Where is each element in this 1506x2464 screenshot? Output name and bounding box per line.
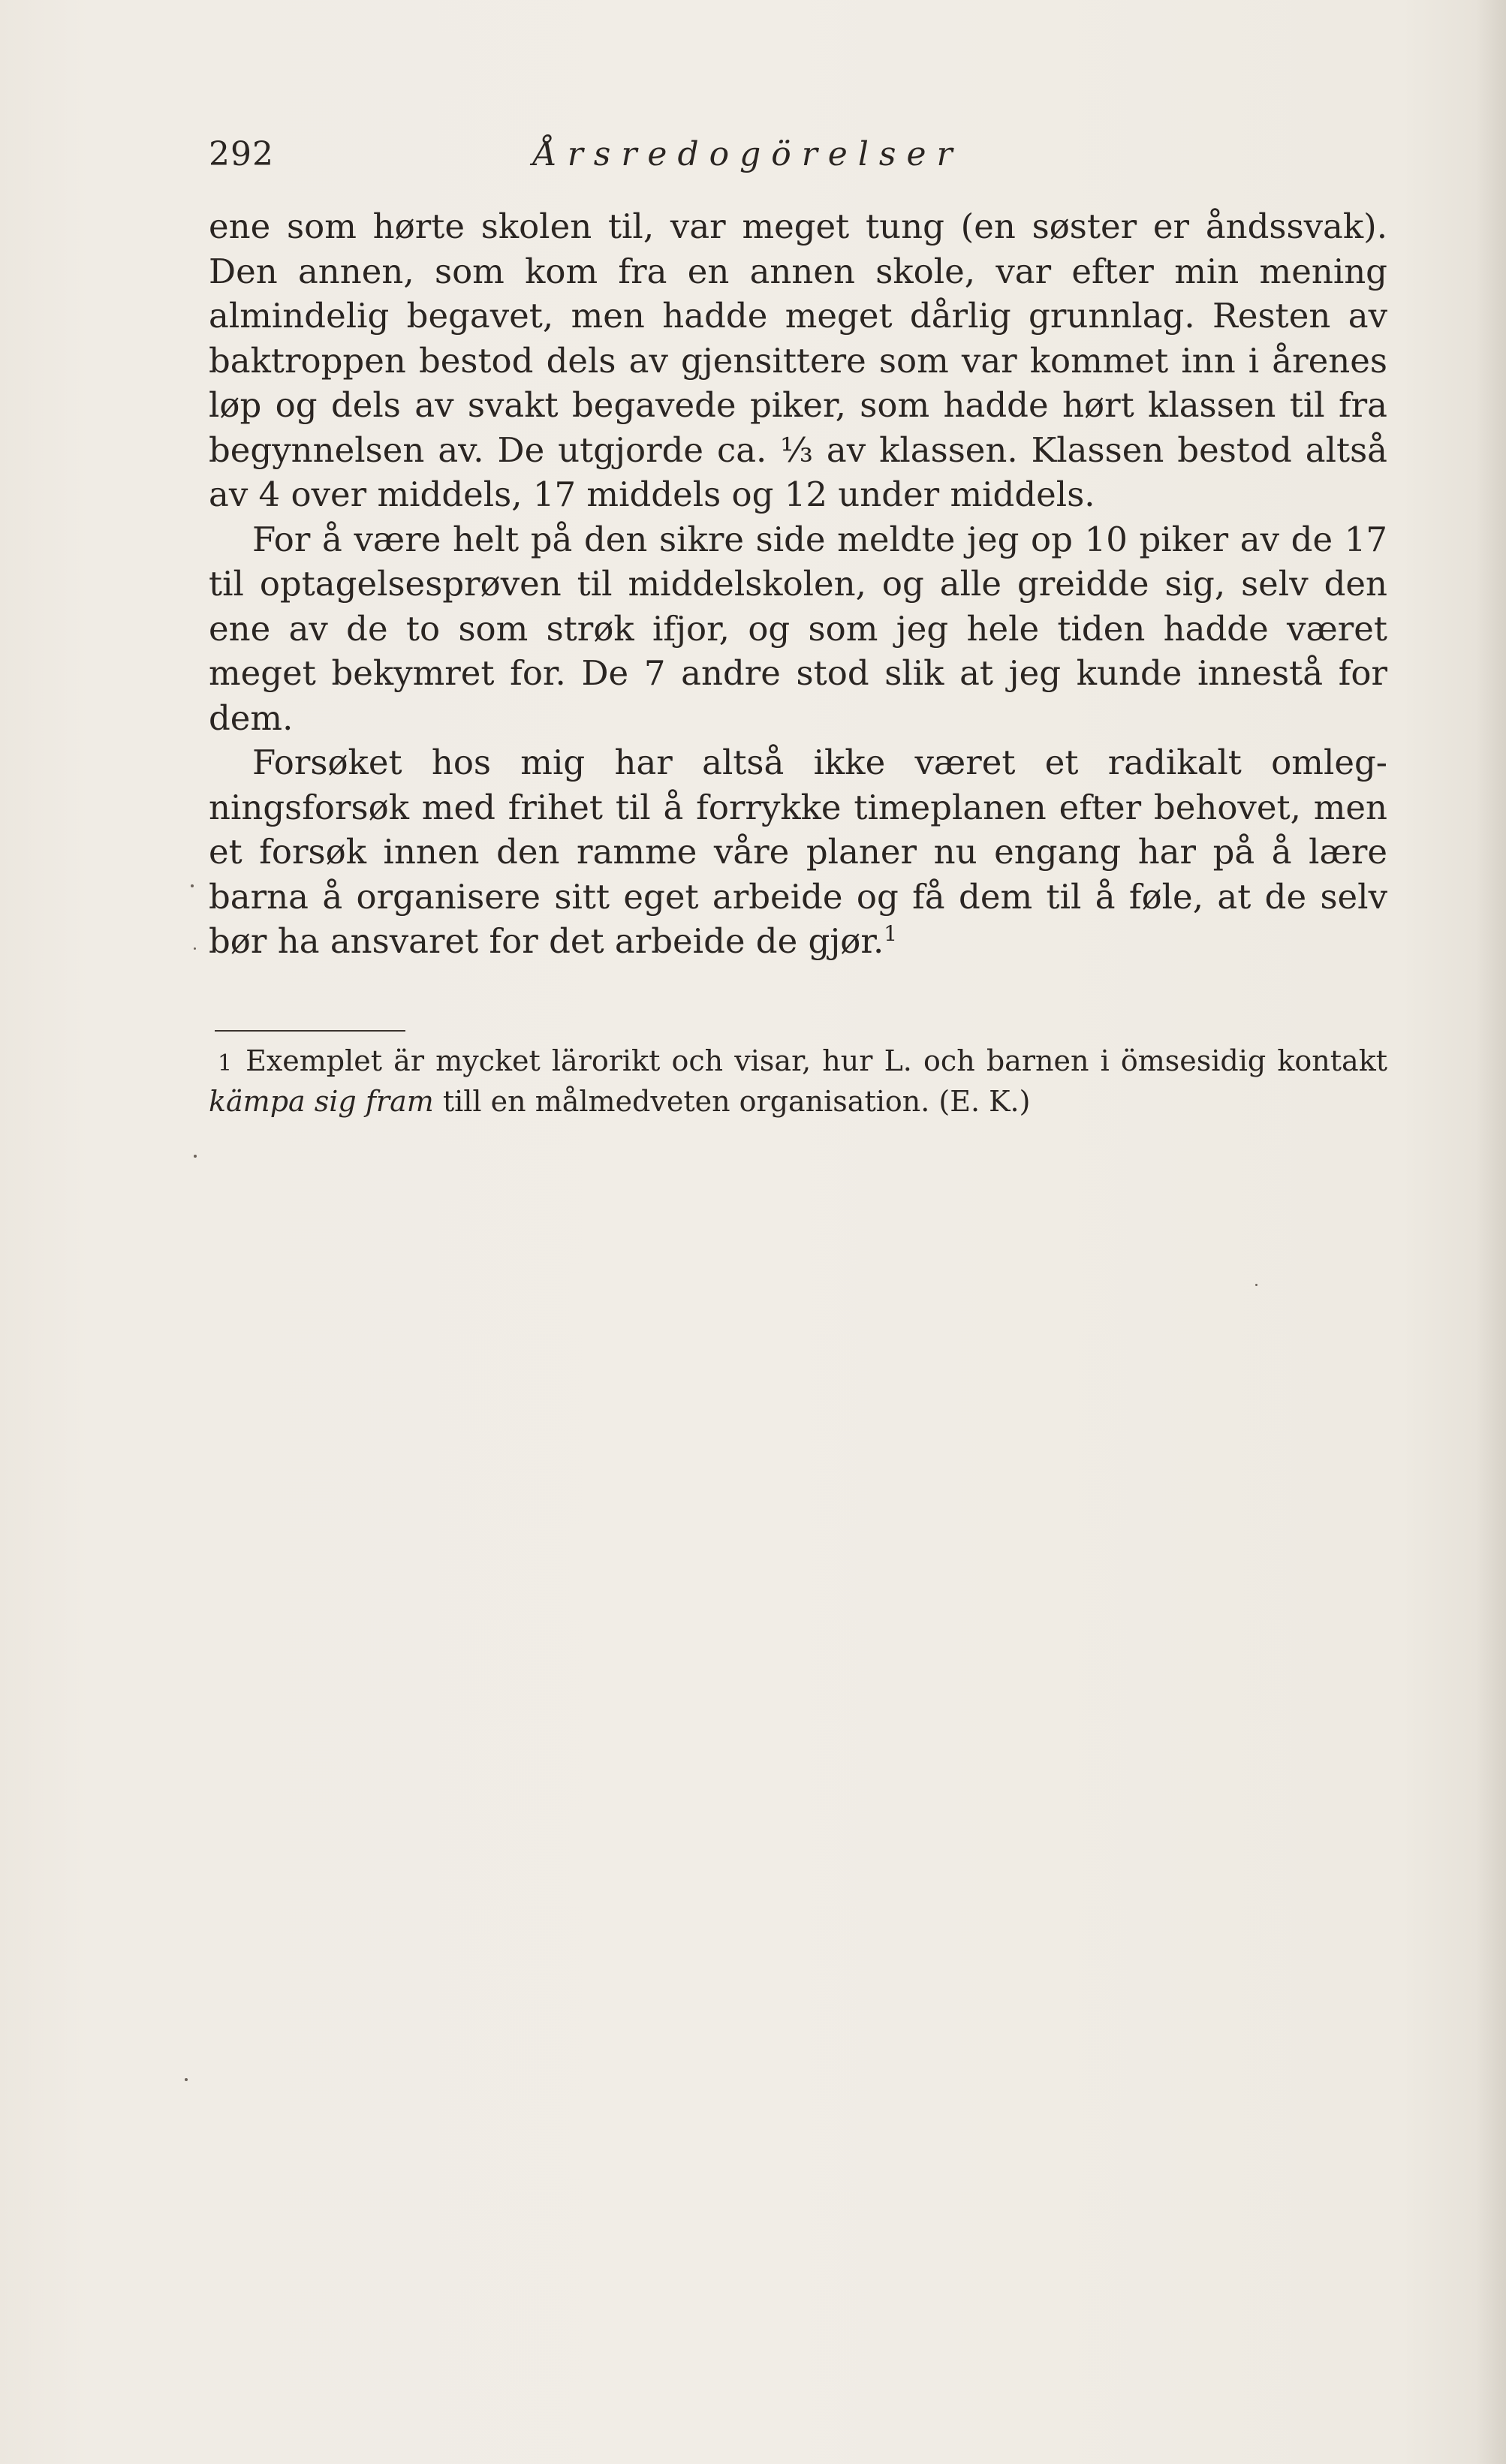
footnote (209, 1042, 1387, 1120)
paper-speck (194, 947, 196, 950)
running-head: Årsredogörelser (533, 135, 963, 173)
paper-speck (185, 2078, 188, 2081)
page-number: 292 (209, 135, 274, 173)
footnote-rule (215, 1030, 405, 1032)
page-header (209, 135, 1387, 188)
page-edge-shadow (1476, 0, 1506, 2464)
body-text (209, 204, 1387, 964)
footnote-text-after: till en målmedveten organisation. (E. K.) (433, 1085, 1031, 1118)
paper-speck (1255, 1284, 1258, 1286)
footnote-reference: 1 (884, 921, 898, 946)
footnote-italic-phrase: kämpa sig fram (209, 1085, 434, 1118)
paragraph-2: For å være helt på den sikre side meldte jeg op 10 piker av de 17 til optagelsesprøven til middelskolen, og alle greidde sig, selv den ene av de to som strøk ifjor, og som jeg hele tiden hadde været meget bekymret for. De 7 andre stod slik at jeg kunde innestå for dem. (209, 519, 1387, 738)
paper-speck (191, 884, 194, 887)
paper-speck (194, 1155, 197, 1158)
paragraph-3-text: Forsøket hos mig har altså ikke været et radikalt omlegningsforsøk med frihet til å forrykke timeplanen efter behovet, men et forsøk innen den ramme våre planer nu engang har på å lære barna å organisere sitt eget arbeide og få dem til å føle, at de selv bør ha ansvaret for det arbeide de gjør. (209, 743, 1387, 961)
footnote-marker: 1 (218, 1050, 233, 1077)
paragraph-3 (209, 740, 1387, 964)
paragraph-1: ene som hørte skolen til, var meget tung (en søster er åndssvak). Den annen, som kom fra en annen skole, var efter min mening almindelig begavet, men hadde meget dårlig grunnlag. Resten av baktroppen bestod dels av gjensittere som var kommet inn i årenes løp og dels av svakt begavede piker, som hadde hørt klassen til fra begynnelsen av. De utgjorde ca. ⅓ av klassen. Klassen bestod altså av 4 over middels, 17 middels og 12 under middels. (209, 206, 1387, 514)
footnote-text-before: Exemplet är mycket lärorikt och visar, hur L. och barnen i ömsesidig kontakt (245, 1044, 1387, 1077)
